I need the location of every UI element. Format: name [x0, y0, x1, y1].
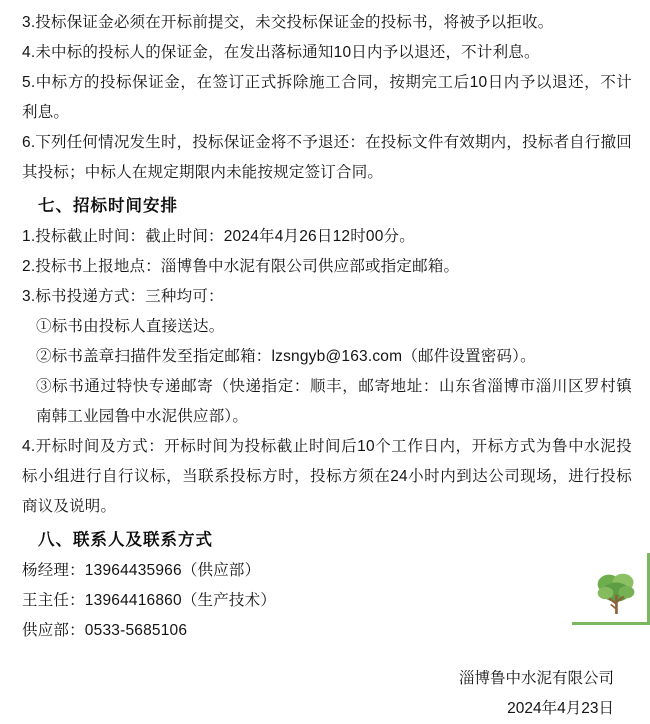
section-seven-item-3a: ①标书由投标人直接送达。 [36, 318, 225, 335]
contact-yang: 杨经理：13964435966（供应部） [22, 562, 261, 579]
signature-block [22, 664, 632, 724]
section-seven-item-3c: ③标书通过特快专递邮寄（快递指定：顺丰，邮寄地址：山东省淄博市淄川区罗村镇南韩工业园鲁中水泥供应部）。 [36, 378, 632, 425]
paragraph-3: 3.投标保证金必须在开标前提交，未交投标保证金的投标书，将被予以拒收。 [22, 14, 554, 31]
section-seven-item-3b: ②标书盖章扫描件发至指定邮箱：lzsngyb@163.com（邮件设置密码）。 [36, 348, 536, 365]
signature-company: 淄博鲁中水泥有限公司 [458, 670, 614, 687]
section-seven-item-2: 2.投标书上报地点：淄博鲁中水泥有限公司供应部或指定邮箱。 [22, 258, 460, 275]
section-eight-title: 八、联系人及联系方式 [38, 531, 213, 549]
paragraph-6: 6.下列任何情况发生时，投标保证金将不予退还：在投标文件有效期内，投标者自行撤回其投标；中标人在规定期限内未能按规定签订合同。 [22, 134, 632, 181]
section-seven-item-3: 3.标书投递方式：三种均可： [22, 288, 224, 305]
contact-wang: 王主任：13964416860（生产技术） [22, 592, 277, 609]
tree-icon [588, 565, 644, 621]
contact-supply-department: 供应部：0533-5685106 [22, 622, 188, 639]
paragraph-4: 4.未中标的投标人的保证金，在发出落标通知10日内予以退还，不计利息。 [22, 44, 540, 61]
section-seven-item-1: 1.投标截止时间：截止时间：2024年4月26日12时00分。 [22, 228, 415, 245]
signature-date: 2024年4月23日 [507, 700, 614, 717]
section-seven-item-4: 4.开标时间及方式：开标时间为投标截止时间后10个工作日内，开标方式为鲁中水泥投标小组进行自行议标，当联系投标方时，投标方须在24小时内到达公司现场，进行投标商议及说明。 [22, 438, 632, 515]
section-seven-title: 七、招标时间安排 [38, 197, 178, 215]
paragraph-5: 5.中标方的投标保证金，在签订正式拆除施工合同，按期完工后10日内予以退还，不计利息。 [22, 74, 632, 121]
